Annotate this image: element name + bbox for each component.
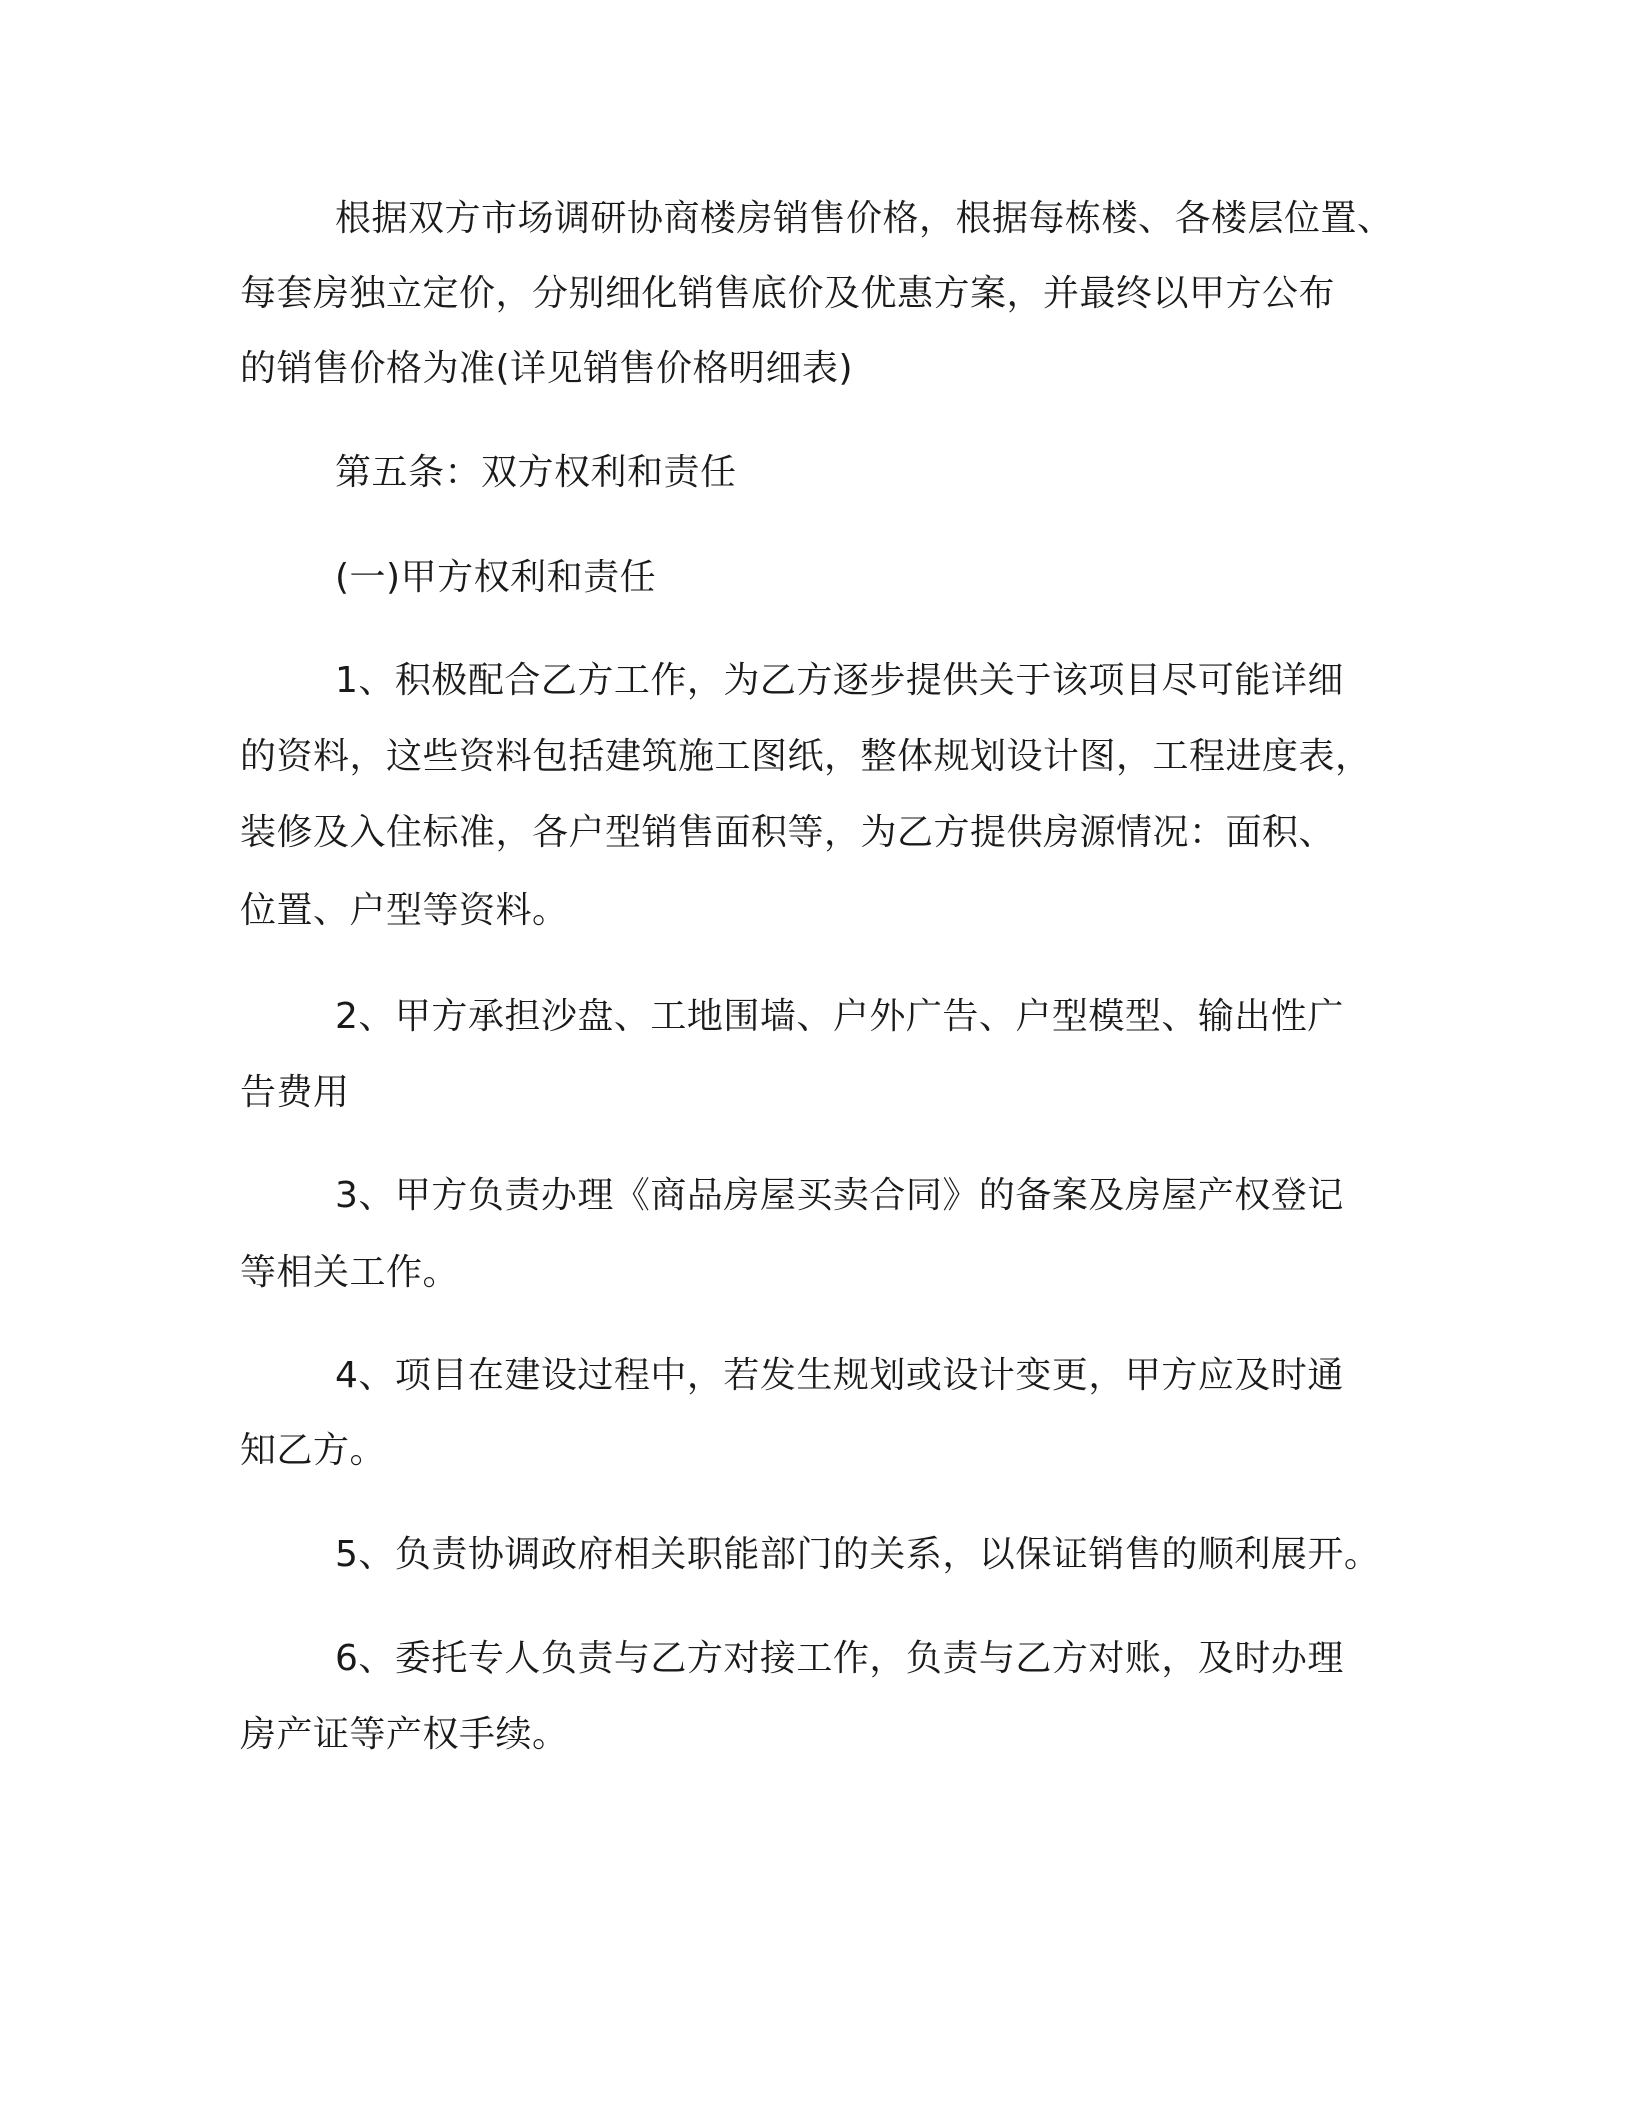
paragraph-line: 根据双方市场调研协商楼房销售价格，根据每栋楼、各楼层位置、 [335,198,1394,239]
paragraph-line: 房产证等产权手续。 [240,1714,569,1755]
paragraph-line: 2、甲方承担沙盘、工地围墙、户外广告、户型模型、输出性广 [335,996,1344,1037]
article-5-heading: 第五条：双方权利和责任 [335,452,737,493]
paragraph-line: 告费用 [240,1072,350,1113]
paragraph-line: 的销售价格为准(详见销售价格明细表) [240,348,854,389]
paragraph-line: 1、积极配合乙方工作，为乙方逐步提供关于该项目尽可能详细 [335,660,1344,701]
paragraph-line: 的资料，这些资料包括建筑施工图纸，整体规划设计图，工程进度表， [240,736,1372,777]
paragraph-line: 等相关工作。 [240,1252,460,1293]
paragraph-line: 位置、户型等资料。 [240,890,569,931]
paragraph-line: 4、项目在建设过程中，若发生规划或设计变更，甲方应及时通 [335,1355,1344,1396]
paragraph-line: 3、甲方负责办理《商品房屋买卖合同》的备案及房屋产权登记 [335,1175,1344,1216]
paragraph-line: 知乙方。 [240,1430,387,1471]
party-a-heading: (一)甲方权利和责任 [335,557,657,598]
paragraph-line: 6、委托专人负责与乙方对接工作，负责与乙方对账，及时办理 [335,1638,1344,1679]
paragraph-line: 5、负责协调政府相关职能部门的关系，以保证销售的顺利展开。 [335,1534,1381,1575]
paragraph-line: 每套房独立定价，分别细化销售底价及优惠方案，并最终以甲方公布 [240,273,1336,314]
paragraph-line: 装修及入住标准，各户型销售面积等，为乙方提供房源情况：面积、 [240,812,1336,853]
